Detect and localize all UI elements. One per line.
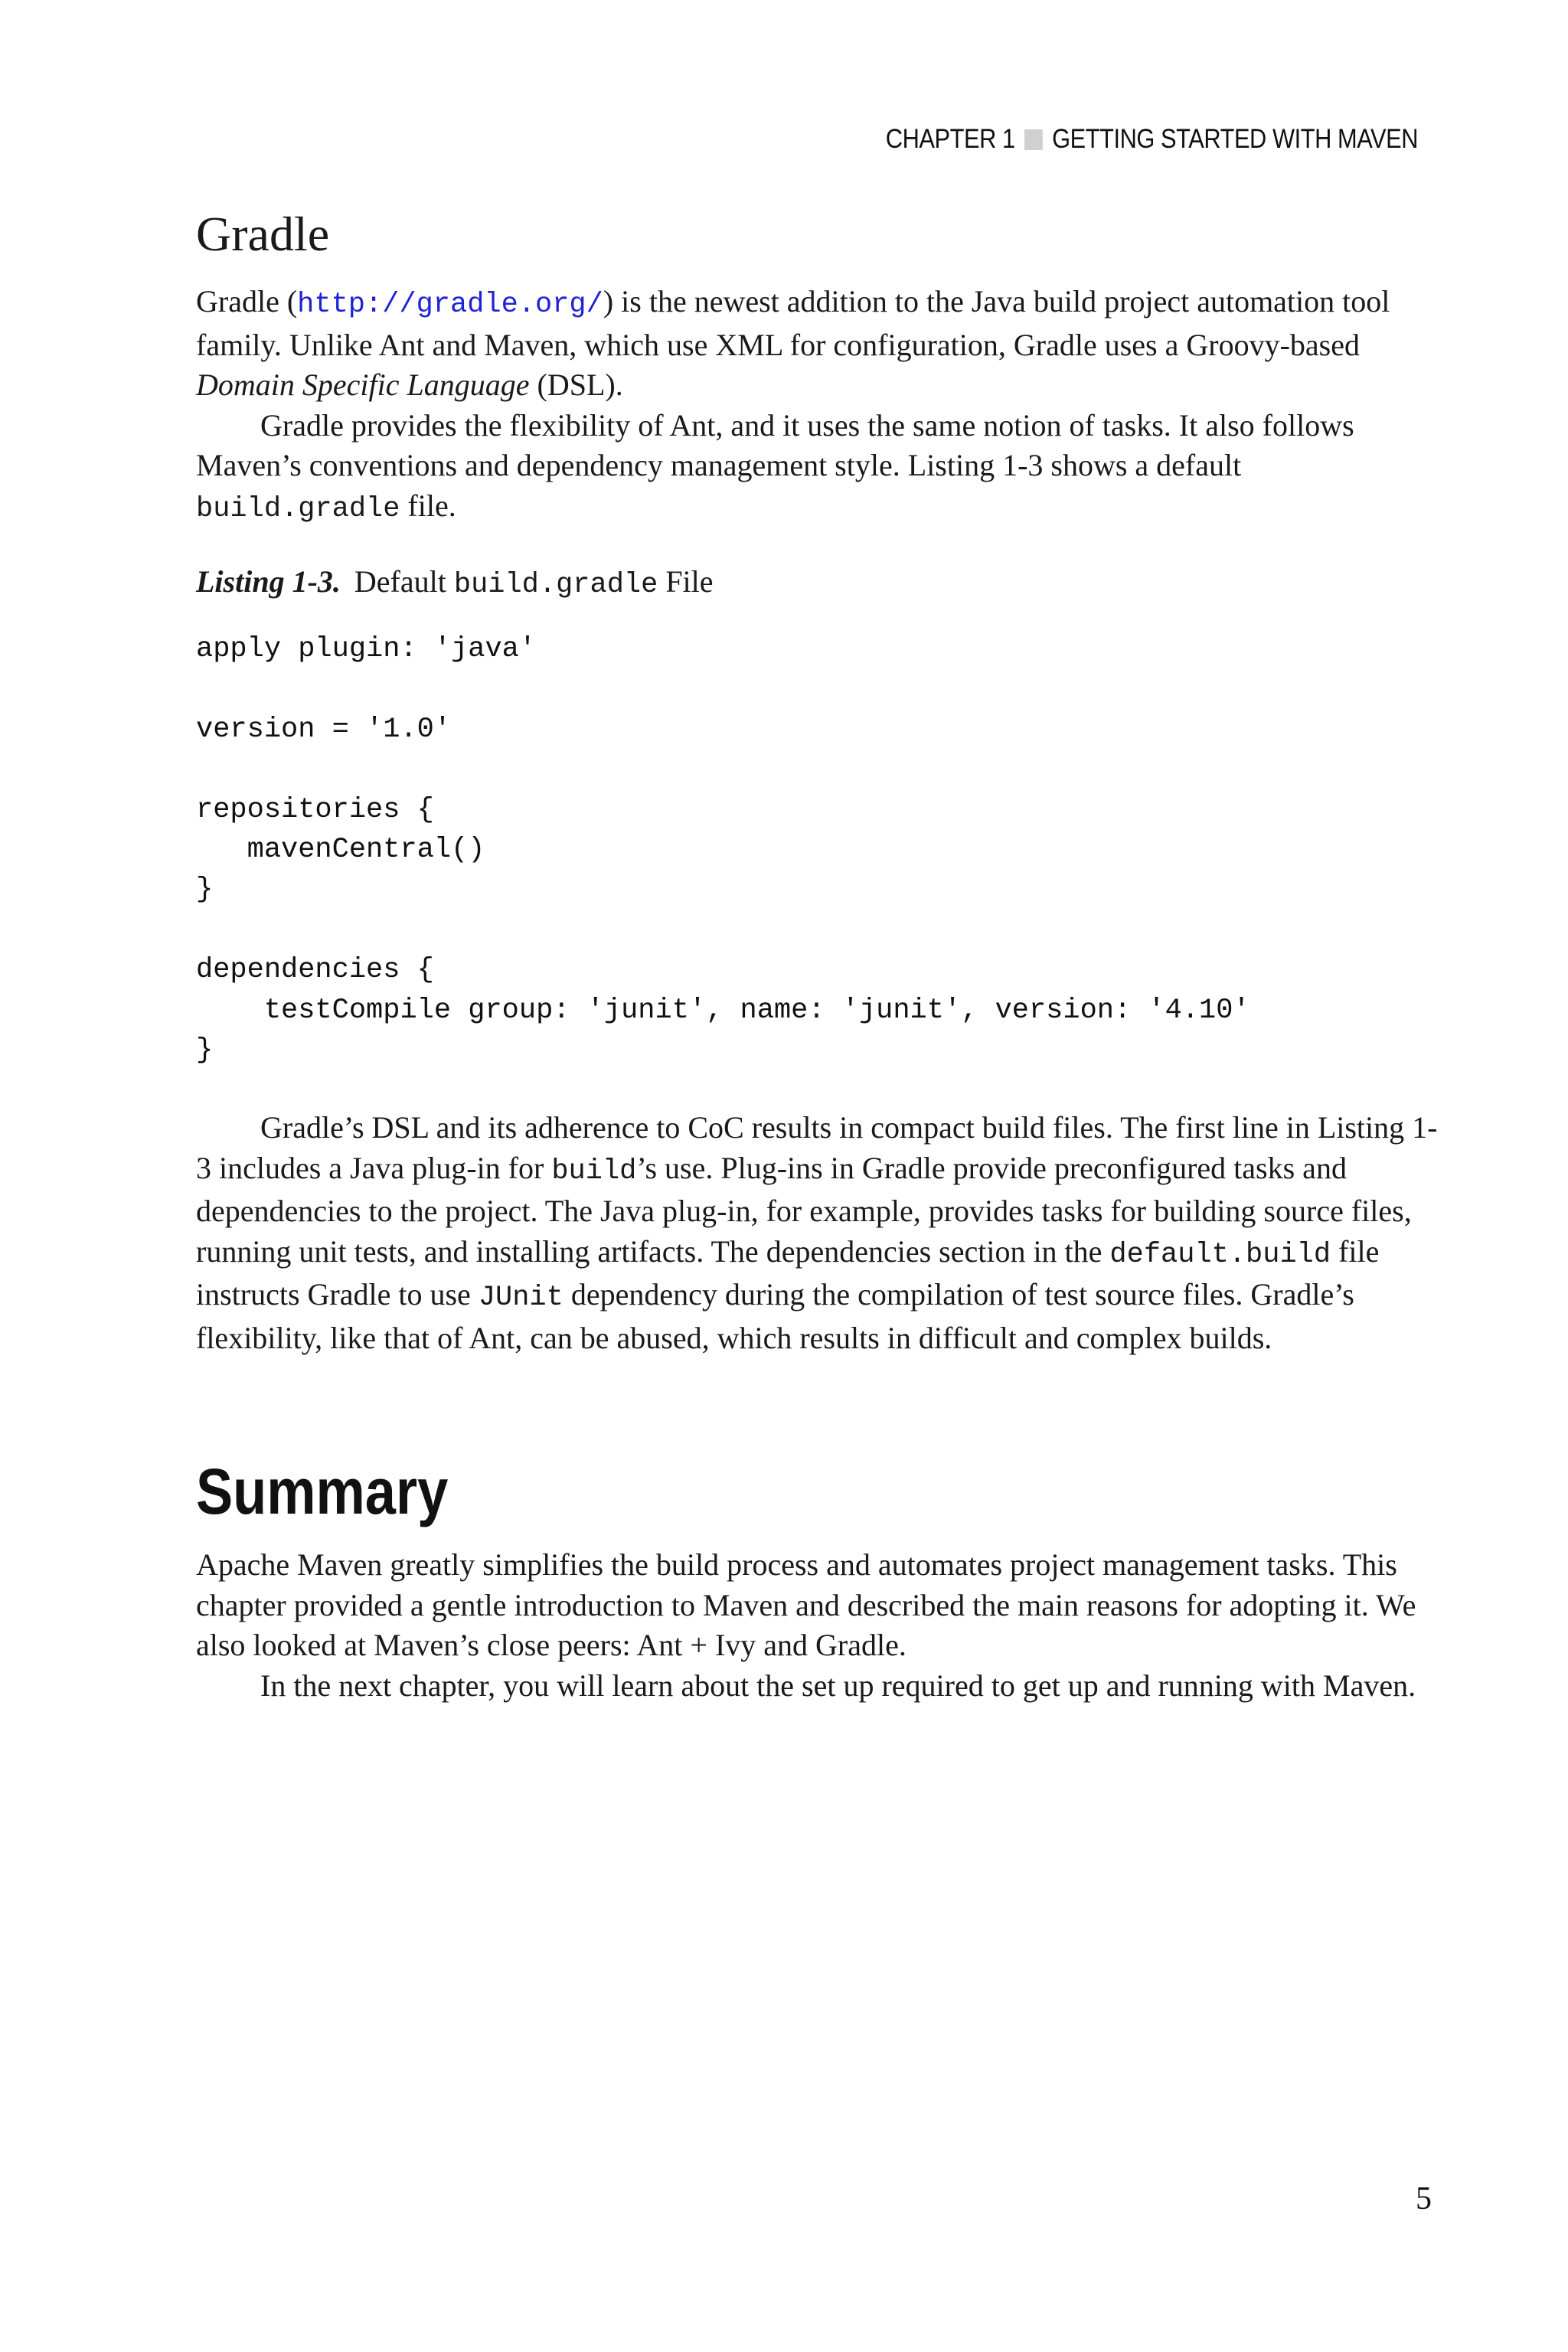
code-line: version = '1.0': [196, 713, 452, 746]
code-line: dependencies {: [196, 954, 434, 987]
summary-heading: Summary: [196, 1455, 449, 1527]
running-head-title: GETTING STARTED WITH MAVEN: [1052, 124, 1418, 154]
listing-caption: [196, 562, 714, 605]
listing-caption-code: build.gradle: [453, 569, 658, 601]
code-line: testCompile group: 'junit', name: 'junit', version: '4.10': [196, 994, 1250, 1027]
gradle-flexibility-paragraph: [196, 406, 1452, 530]
intro-text-2: ) is the newest addition to the Java build project automation tool family. Unlike Ant and Maven, which use XML for configuration, Gradle uses a Groovy-based: [196, 284, 1390, 362]
code-line: apply plugin: 'java': [196, 633, 537, 665]
para3-code-2: default.build: [1109, 1238, 1331, 1271]
para3-code-1: build: [551, 1155, 637, 1187]
para2-text-2: file.: [400, 488, 456, 523]
summary-paragraph-2: In the next chapter, you will learn about the set up required to get up and running with Maven.: [260, 1668, 1416, 1703]
para3-code-3: JUnit: [478, 1282, 564, 1314]
running-head: [886, 124, 1418, 155]
gradle-heading: Gradle: [196, 207, 330, 261]
summary-block: [196, 1545, 1452, 1706]
summary-paragraph-1: Apache Maven greatly simplifies the build process and automates project management tasks. This chapter provided a gentle introduction to Maven and described the main reasons for adopting it. We also looked at Maven’s close peers: Ant + Ivy and Gradle.: [196, 1547, 1416, 1662]
code-line: mavenCentral(): [196, 834, 485, 867]
gradle-intro-block: [196, 282, 1452, 529]
listing-label: Listing 1-3.: [196, 564, 341, 599]
para2-text-1: Gradle provides the flexibility of Ant, and it uses the same notion of tasks. It also follows Maven’s conventions and dependency management style. Listing 1-3 shows a default: [196, 407, 1354, 482]
code-line: }: [196, 874, 214, 906]
para2-code: build.gradle: [196, 492, 400, 525]
page-number: 5: [1416, 2181, 1432, 2216]
running-head-chapter: CHAPTER 1: [885, 124, 1015, 154]
code-listing: [196, 629, 1250, 1070]
code-line: }: [196, 1034, 214, 1067]
para3-text-3: file instructs Gradle to use: [196, 1233, 1380, 1312]
intro-emphasis: Domain Specific Language: [196, 368, 530, 402]
gradle-dsl-paragraph: [196, 1108, 1452, 1358]
intro-text-3: (DSL).: [529, 368, 623, 402]
gradle-dsl-block: [196, 1108, 1452, 1358]
listing-caption-text-2: File: [658, 564, 714, 599]
gradle-intro-paragraph: [196, 282, 1452, 406]
para3-text-4: dependency during the compilation of test source files. Gradle’s flexibility, like that of Ant, can be abused, which results in difficult and complex builds.: [196, 1277, 1354, 1355]
code-line: repositories {: [196, 793, 434, 826]
gradle-link[interactable]: http://gradle.org/: [297, 289, 603, 321]
para3-text-2: ’s use. Plug-ins in Gradle provide preconfigured tasks and dependencies to the project. The Java plug-in, for example, provides tasks for building source files, running unit tests, and installing artifacts. The dependencies section in the: [196, 1150, 1412, 1269]
intro-text-1: Gradle (: [196, 284, 298, 318]
running-head-separator: [1024, 129, 1043, 150]
listing-caption-text-1: Default: [354, 564, 454, 599]
para3-text-1: Gradle’s DSL and its adherence to CoC results in compact build files. The first line in Listing 1-3 includes a Java plug-in for: [196, 1110, 1438, 1185]
